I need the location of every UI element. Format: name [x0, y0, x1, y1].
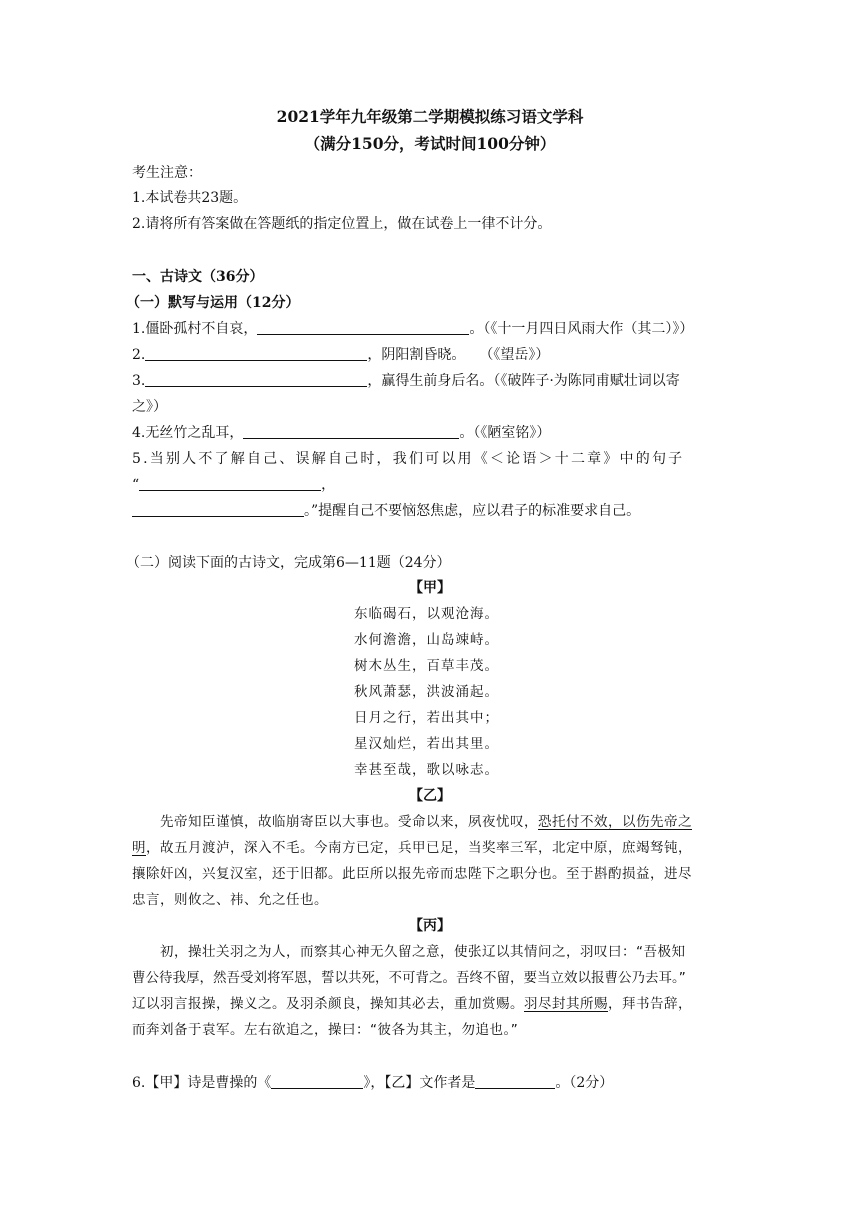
yi-line-2 [132, 838, 732, 858]
bing-line-2: 曹公待我厚，然吾受刘将军恩，誓以共死，不可背之。吾终不留，要当立效以报曹公乃去耳。” [132, 970, 686, 986]
q5-blank-2[interactable] [132, 501, 304, 517]
poem-line-1: 东临碣石，以观沧海。 [354, 606, 499, 622]
q6-blank-1[interactable] [271, 1073, 363, 1089]
yi-text: ，故五月渡泸，深入不毛。今南方已定，兵甲已足，当奖率三军，北定中原，庶竭驽钝， [146, 840, 692, 856]
poem-line-5: 日月之行，若出其中； [354, 710, 499, 726]
question-4 [132, 423, 550, 443]
q6-text-middle: 》，【乙】文作者是 [363, 1075, 476, 1091]
notice-label: 考生注意： [132, 165, 202, 181]
passage-jia-label: 【甲】 [409, 580, 451, 596]
section1-heading: 一、古诗文（36分） [132, 269, 264, 285]
q2-number: 2. [132, 347, 146, 363]
poem-line-7: 幸甚至哉，歌以咏志。 [354, 762, 499, 778]
question-6 [132, 1073, 613, 1093]
yi-text: 先帝知臣谨慎，故临崩寄臣以大事也。受命以来，夙夜忧叹， [160, 814, 538, 830]
q5-open-quote: “ [132, 477, 140, 493]
passage-bing-label: 【丙】 [409, 918, 451, 934]
q1-source: 。（《十一月四日风雨大作（其二）》） [469, 321, 694, 337]
part1-heading: （一）默写与运用（12分） [126, 295, 300, 311]
q5-line-3 [132, 501, 640, 521]
bing-underlined-text: 羽尽封其所赐 [524, 996, 608, 1012]
question-5: 5.当别人不了解自己、误解自己时，我们可以用《＜论语＞十二章》中的句子 [132, 451, 685, 467]
yi-line-3: 攘除奸凶，兴复汉室，还于旧都。此臣所以报先帝而忠陛下之职分也。至于斟酌损益，进尽 [132, 866, 692, 882]
bing-line-1: 初，操壮关羽之为人，而察其心神无久留之意，使张辽以其情问之，羽叹曰：“吾极知 [160, 944, 686, 960]
poem-line-3: 树木丛生，百草丰茂。 [354, 658, 499, 674]
q5-text-end: 。”提醒自己不要恼怒焦虑，应以君子的标准要求自己。 [304, 503, 641, 519]
q3-blank[interactable] [145, 371, 367, 387]
q6-blank-2[interactable] [475, 1073, 555, 1089]
yi-underlined-text: 明 [132, 840, 146, 856]
notice-item-2: 2.请将所有答案做在答题纸的指定位置上，做在试卷上一律不计分。 [132, 216, 552, 232]
q4-text: 4.无丝竹之乱耳， [132, 425, 244, 441]
q5-comma: ， [321, 477, 336, 493]
yi-line-1 [160, 812, 760, 832]
q6-text: 6.【甲】诗是曹操的《 [132, 1075, 272, 1091]
poem-line-2: 水何澹澹，山岛竦峙。 [354, 632, 499, 648]
q4-source: 。（《陋室铭》） [459, 425, 551, 441]
yi-underlined-text: 恐托付不效，以伤先帝之 [538, 814, 692, 830]
q3-number: 3. [132, 373, 146, 389]
q3-text-continued: 之》） [132, 399, 167, 415]
part2-heading: （二）阅读下面的古诗文，完成第6—11题（24分） [126, 555, 451, 571]
q6-points: 。（2分） [555, 1075, 614, 1091]
notice-item-1: 1.本试卷共23题。 [132, 190, 248, 206]
exam-subtitle: （满分150分，考试时间100分钟） [304, 134, 556, 153]
bing-line-3 [132, 994, 732, 1014]
bing-text: ，拜书告辞， [608, 996, 692, 1012]
q1-text: 1.僵卧孤村不自哀， [132, 321, 258, 337]
q1-blank[interactable] [257, 319, 469, 335]
exam-title: 2021学年九年级第二学期模拟练习语文学科 [276, 107, 584, 126]
q2-blank[interactable] [145, 345, 367, 361]
bing-line-4: 而奔刘备于袁军。左右欲追之，操曰：“彼各为其主，勿追也。” [132, 1022, 519, 1038]
question-3 [132, 371, 680, 391]
q5-blank-1[interactable] [139, 475, 321, 491]
question-2 [132, 345, 549, 365]
poem-line-6: 星汉灿烂，若出其里。 [354, 736, 499, 752]
poem-line-4: 秋风萧瑟，洪波涌起。 [354, 684, 499, 700]
yi-line-4: 忠言，则攸之、祎、允之任也。 [132, 892, 328, 908]
q3-text: ，赢得生前身后名。（《破阵子·为陈同甫赋壮词以寄 [367, 373, 680, 389]
bing-text: 辽以羽言报操，操义之。及羽杀颜良，操知其必去，重加赏赐。 [132, 996, 524, 1012]
passage-yi-label: 【乙】 [409, 788, 451, 804]
q4-blank[interactable] [243, 423, 459, 439]
q5-line-2 [132, 475, 335, 495]
question-1 [132, 319, 693, 339]
q2-text: ，阴阳割昏晓。 （《望岳》） [367, 347, 550, 363]
